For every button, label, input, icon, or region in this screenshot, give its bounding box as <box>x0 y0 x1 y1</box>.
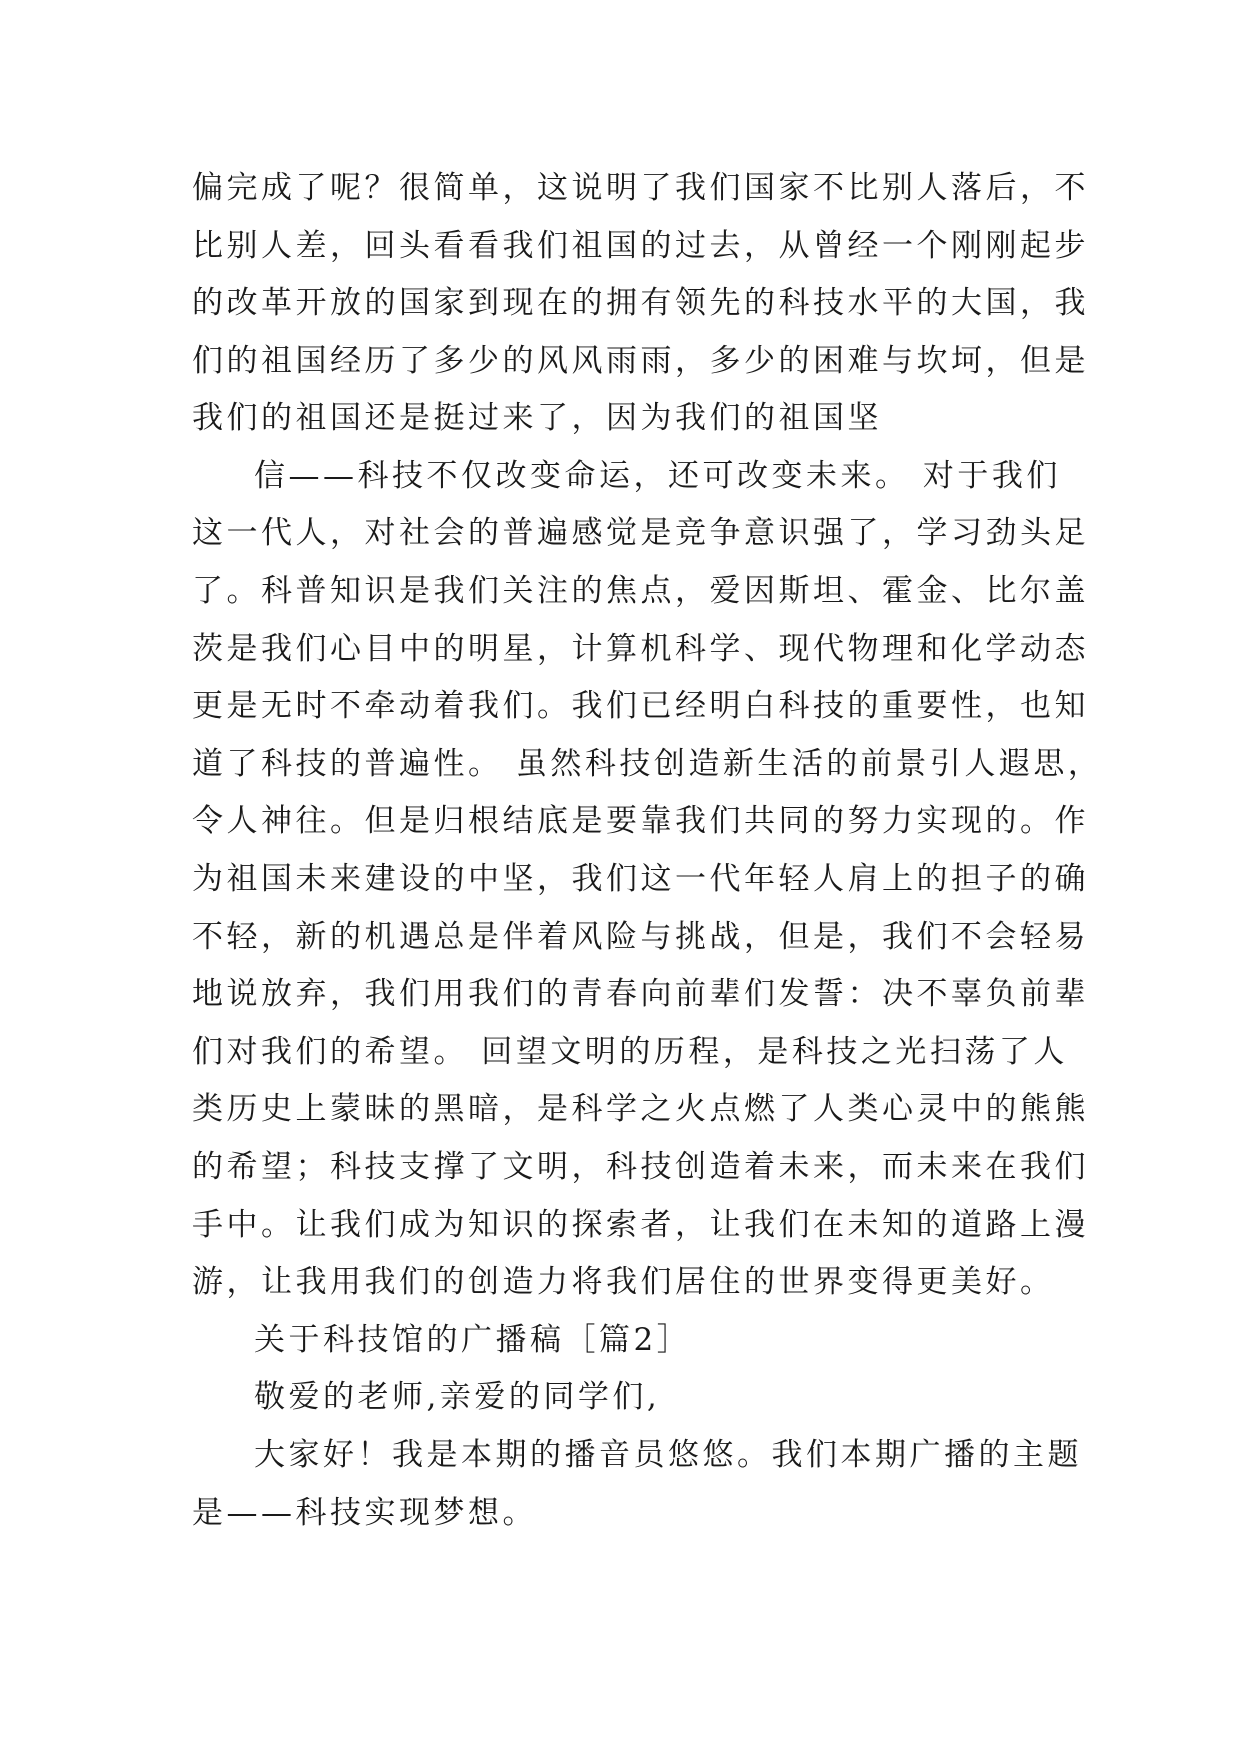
body-text-line: 的改革开放的国家到现在的拥有领先的科技水平的大国，我 <box>192 285 1089 321</box>
body-text-line: 们对我们的希望。 回望文明的历程，是科技之光扫荡了人 <box>192 1034 1068 1070</box>
body-text-line: 是——科技实现梦想。 <box>192 1495 537 1531</box>
body-text-line: 道了科技的普遍性。 虽然科技创造新生活的前景引人遐思， <box>192 746 1103 782</box>
body-text-line: 更是无时不牵动着我们。我们已经明白科技的重要性，也知 <box>192 688 1089 724</box>
body-text-line: 为祖国未来建设的中坚，我们这一代年轻人肩上的担子的确 <box>192 861 1089 897</box>
section-heading: 关于科技馆的广播稿［篇2］ <box>254 1322 692 1358</box>
body-text-line: 了。科普知识是我们关注的焦点，爱因斯坦、霍金、比尔盖 <box>192 573 1089 609</box>
body-text-line: 偏完成了呢？很简单，这说明了我们国家不比别人落后，不 <box>192 170 1089 206</box>
body-text-line: 类历史上蒙昧的黑暗，是科学之火点燃了人类心灵中的熊熊 <box>192 1091 1089 1127</box>
salutation-line: 敬爱的老师,亲爱的同学们, <box>254 1379 661 1415</box>
body-text-line: 不轻，新的机遇总是伴着风险与挑战，但是，我们不会轻易 <box>192 919 1089 955</box>
body-text-line: 令人神往。但是归根结底是要靠我们共同的努力实现的。作 <box>192 803 1089 839</box>
body-text-line: 地说放弃，我们用我们的青春向前辈们发誓：决不辜负前辈 <box>192 976 1089 1012</box>
body-text-line: 手中。让我们成为知识的探索者，让我们在未知的道路上漫 <box>192 1207 1089 1243</box>
body-text-line: 的希望；科技支撑了文明，科技创造着未来，而未来在我们 <box>192 1149 1089 1185</box>
body-text-line: 这一代人，对社会的普遍感觉是竞争意识强了，学习劲头足 <box>192 515 1089 551</box>
body-text-line: 游，让我用我们的创造力将我们居住的世界变得更美好。 <box>192 1264 1055 1300</box>
body-text-line: 们的祖国经历了多少的风风雨雨，多少的困难与坎坷，但是 <box>192 343 1089 379</box>
body-text-line: 茨是我们心目中的明星，计算机科学、现代物理和化学动态 <box>192 631 1089 667</box>
body-text-line: 信——科技不仅改变命运，还可改变未来。 对于我们 <box>254 458 1061 494</box>
body-text-line: 比别人差，回头看看我们祖国的过去，从曾经一个刚刚起步 <box>192 228 1089 264</box>
body-text-line: 大家好！我是本期的播音员悠悠。我们本期广播的主题 <box>254 1437 1082 1473</box>
body-text-line: 我们的祖国还是挺过来了，因为我们的祖国坚 <box>192 400 882 436</box>
